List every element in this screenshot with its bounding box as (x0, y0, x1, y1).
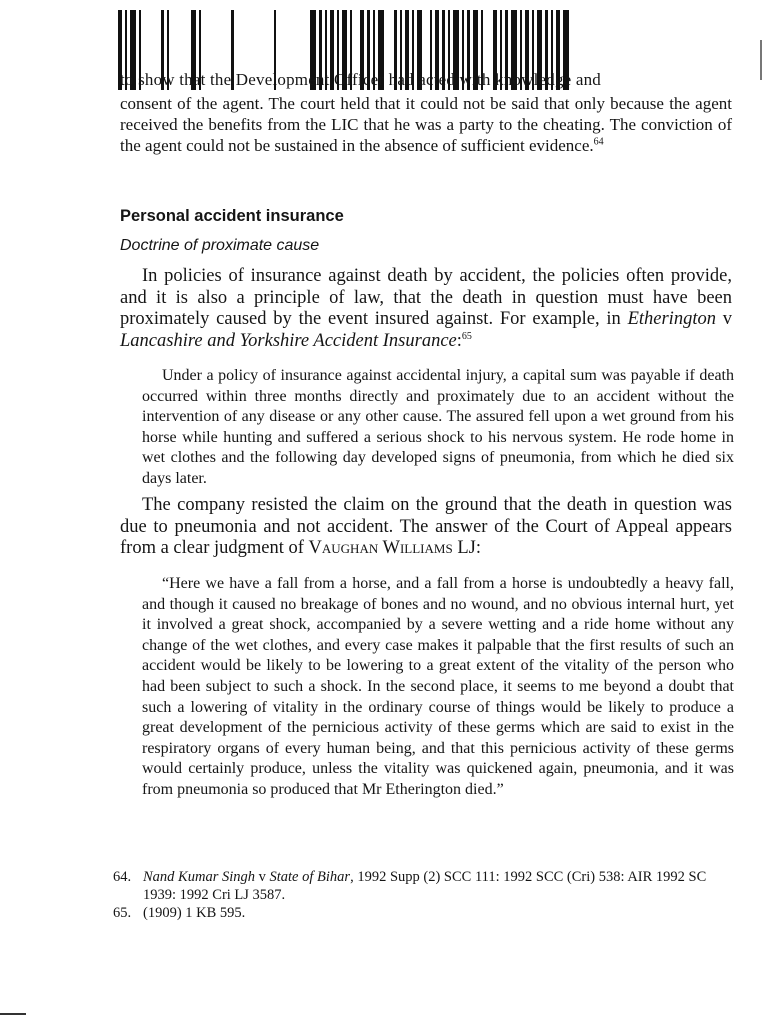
paragraph-company-resisted (120, 495, 732, 560)
footnote-citation: , 1992 Supp (2) SCC 111: 1992 SCC (Cri) 538: AIR 1992 SC 1939: 1992 Cri LJ 3587. (143, 869, 707, 903)
footnote-ref-64: 64 (593, 135, 604, 147)
footnote-64 (113, 868, 733, 904)
footnote-number: 64. (113, 869, 132, 885)
block-quote-facts: Under a policy of insurance against accidental injury, a capital sum was payable if death occurred within three months directly and proximately due to an accident without the intervention of any disease or any other cause. The assured fell upon a wet ground from his horse while hunting and suffered a serious shock to his nervous system. He rode home in wet clothes and the following day developed signs of pneumonia, from which he died six days later. (142, 367, 734, 487)
paragraph-conviction (120, 94, 732, 156)
case-versus: v (722, 309, 732, 329)
scan-edge-mark (0, 1013, 26, 1015)
case-name-etherington: Etherington (627, 309, 716, 329)
judge-title: LJ: (457, 538, 481, 558)
footnote-citation: (1909) 1 KB 595. (143, 905, 246, 921)
section-heading: Personal accident insurance (120, 207, 344, 225)
footnote-65 (113, 904, 733, 922)
footnote-case-a: Nand Kumar Singh (143, 869, 255, 885)
paragraph-proximate-cause (120, 266, 732, 352)
scan-edge-mark (760, 40, 762, 80)
paragraph-proximate-cause-text: In policies of insurance against death by accident, the policies often provide, and it is also a principle of law, that the death in question must have been proximately caused by the event insured against. For example, in (120, 266, 732, 329)
judge-name: Vaughan Williams (308, 538, 453, 558)
paragraph-conviction-text: consent of the agent. The court held that it could not be said that only because the agent received the benefits from the LIC that he was a party to the cheating. The conviction of the agent could not be sustained in the absence of sufficient evidence. (120, 94, 732, 155)
footnotes (113, 868, 733, 922)
footnote-case-b: State of Bihar (269, 869, 351, 885)
paragraph-company-resisted-text: The company resisted the claim on the ground that the death in question was due to pneumonia and not accident. The answer of the Court of Appeal appears from a clear judgment of (120, 495, 732, 558)
subsection-heading: Doctrine of proximate cause (120, 237, 320, 254)
footnote-ref-65: 65 (461, 330, 472, 342)
case-name-lancashire: Lancashire and Yorkshire Accident Insurance (120, 330, 457, 351)
footnote-versus: v (258, 869, 266, 885)
partial-line-under-barcode: to show that the Development Officer had acted with knowledge and (120, 70, 601, 89)
block-quote-judgment: “Here we have a fall from a horse, and a fall from a horse is undoubtedly a heavy fall, and though it caused no breakage of bones and no wound, and no obvious internal hurt, yet it involved a great shock, accompanied by a severe wetting and a ride home without any change of the wet clothes, and every case makes it palpable that the first results of such an accident would be likely to be lowering to a great extent of the vitality of the person who had been subject to such a shock. In the second place, it seems to me beyond a doubt that such a lowering of vitality in the ordinary course of things would be likely to produce a great development of the pernicious activity of these germs which are said to exist in the respiratory organs of every human being, and that this pernicious activity of these germs would certainly produce, unless the vitality was quickened again, pneumonia, and it was from pneumonia so produced that Mr Etherington died.” (142, 575, 734, 798)
footnote-number: 65. (113, 905, 132, 921)
colon: : (456, 330, 462, 351)
